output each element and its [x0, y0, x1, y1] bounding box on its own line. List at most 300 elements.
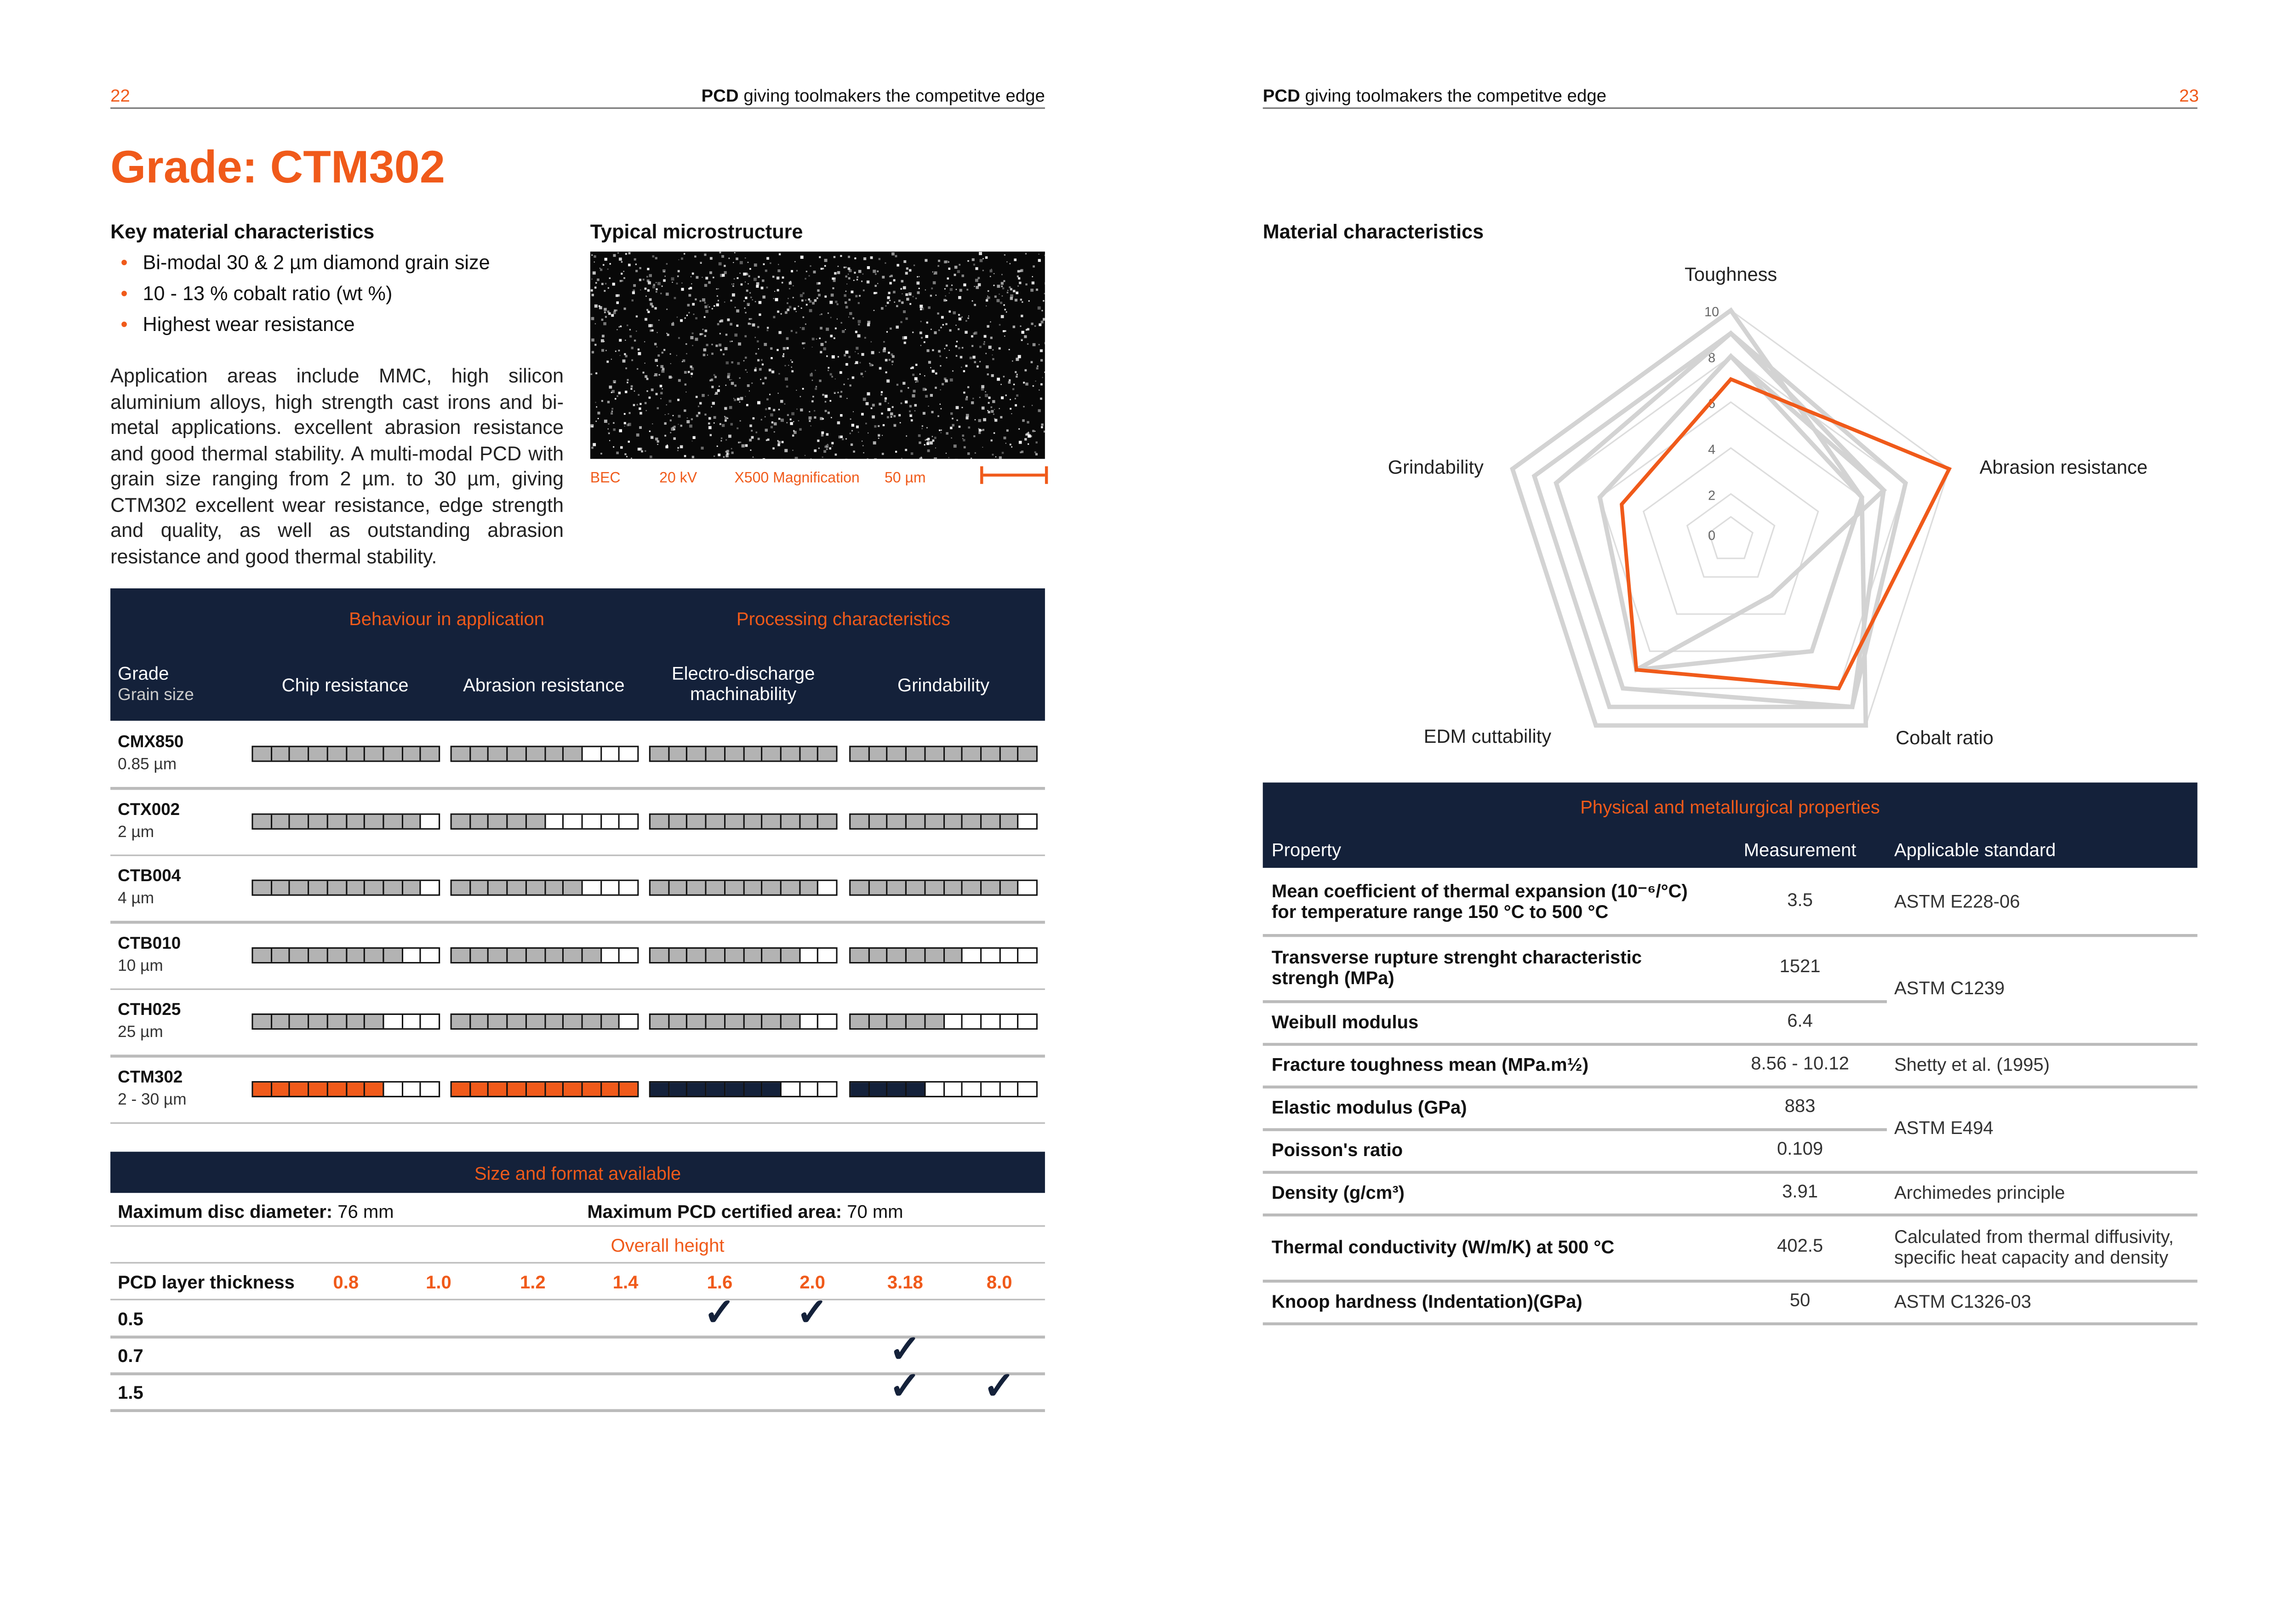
rating-cell-filled [470, 1015, 489, 1028]
radar-axis-label: Abrasion resistance [1979, 456, 2148, 478]
overall-height-label: Overall height [611, 1236, 725, 1256]
property-value: 3.5 [1787, 890, 1813, 911]
rating-cell-filled [725, 747, 744, 761]
rating-cell-filled [888, 1015, 907, 1028]
rating-cell-filled [851, 948, 869, 961]
rating-bar-grindability [849, 880, 1038, 896]
radar-axis-label: Toughness [1685, 263, 1777, 285]
rating-cell-filled [669, 948, 688, 961]
property-value: 402.5 [1777, 1236, 1823, 1256]
property-name: Mean coefficient of thermal expansion (10⁻⁶/°C) for temperature range 150 °C to 500 °C [1271, 881, 1688, 923]
rating-cell-filled [725, 1082, 744, 1095]
applicable-standard: Archimedes principle [1894, 1182, 2065, 1202]
rating-cell-filled [651, 948, 669, 961]
rating-cell-filled [384, 814, 403, 827]
rating-cell-empty [1000, 1015, 1019, 1028]
rating-cell-empty [944, 1015, 963, 1028]
rating-cell-filled [384, 948, 403, 961]
rating-cell-empty [583, 747, 601, 761]
col-grain-size: Grain size [118, 687, 194, 705]
grade-name: CTB010 [118, 934, 181, 952]
rating-cell-filled [347, 747, 366, 761]
rating-cell-filled [452, 1015, 471, 1028]
rating-cell-filled [489, 1015, 508, 1028]
rating-cell-filled [366, 881, 384, 894]
rating-cell-filled [1000, 747, 1019, 761]
rating-cell-filled [651, 881, 669, 894]
col-grindability: Grindability [897, 675, 990, 696]
rating-cell-empty [963, 1082, 982, 1095]
grain-size: 2 - 30 µm [118, 1090, 187, 1109]
rating-bar-abrasion-resistance [451, 746, 639, 762]
rating-cell-empty [583, 814, 601, 827]
rating-cell-filled [651, 1015, 669, 1028]
thickness-value: 0.5 [118, 1309, 143, 1330]
material-characteristics-heading: Material characteristics [1262, 221, 1484, 243]
rating-cell-filled [907, 747, 925, 761]
rating-cell-filled [526, 948, 545, 961]
rating-cell-filled [888, 747, 907, 761]
applicable-standard: ASTM C1239 [1894, 978, 2005, 999]
rating-cell-filled [291, 948, 309, 961]
rating-cell-filled [583, 1082, 601, 1095]
rating-cell-filled [347, 814, 366, 827]
col-edm: Electro-discharge machinability [671, 663, 815, 705]
radar-gridline [1644, 448, 1818, 614]
rating-cell-filled [452, 814, 471, 827]
header-tagline: giving toolmakers the competitve edge [1300, 85, 1607, 106]
rating-cell-filled [272, 747, 291, 761]
rating-cell-empty [925, 1082, 944, 1095]
rating-bar-abrasion-resistance [451, 880, 639, 896]
property-name: Poisson's ratio [1271, 1139, 1403, 1160]
rating-cell-filled [309, 747, 328, 761]
rating-cell-filled [925, 814, 944, 827]
rating-cell-filled [782, 814, 800, 827]
rating-cell-filled [944, 948, 963, 961]
rating-cell-filled [888, 1082, 907, 1095]
rating-cell-filled [291, 747, 309, 761]
caption-voltage: 20 kV [659, 471, 697, 487]
property-name: Elastic modulus (GPa) [1271, 1096, 1467, 1117]
rating-cell-filled [253, 1015, 272, 1028]
value: 76 mm [332, 1202, 394, 1223]
rating-bar-electro-discharge-machinability [649, 1014, 838, 1030]
rating-cell-filled [982, 747, 1000, 761]
rating-cell-filled [963, 881, 982, 894]
rating-cell-filled [800, 814, 819, 827]
row-divider [110, 988, 1045, 990]
rating-cell-empty [620, 948, 637, 961]
rating-cell-empty [601, 814, 620, 827]
rating-cell-filled [707, 881, 725, 894]
thickness-value: 0.7 [118, 1346, 143, 1367]
size-table-title: Size and format available [474, 1163, 681, 1184]
rating-cell-filled [707, 1015, 725, 1028]
check-icon: ✓ [703, 1290, 736, 1334]
property-name: Transverse rupture strenght characteristic strengh (MPa) [1271, 946, 1642, 988]
rating-cell-filled [725, 1015, 744, 1028]
check-icon: ✓ [796, 1290, 828, 1334]
rating-cell-filled [272, 814, 291, 827]
height-value: 8.0 [986, 1272, 1012, 1293]
col-standard: Applicable standard [1894, 840, 2056, 860]
rating-cell-filled [545, 948, 564, 961]
rating-cell-filled [925, 747, 944, 761]
rating-cell-filled [366, 948, 384, 961]
microstructure-image [590, 251, 1045, 459]
properties-title: Physical and metallurgical properties [1580, 797, 1880, 818]
rating-bar-abrasion-resistance [451, 1014, 639, 1030]
rating-cell-filled [526, 814, 545, 827]
rating-cell-filled [651, 747, 669, 761]
rating-cell-empty [982, 948, 1000, 961]
rating-cell-filled [744, 1015, 763, 1028]
rating-cell-filled [470, 1082, 489, 1095]
col-property: Property [1271, 840, 1342, 860]
rating-cell-filled [725, 881, 744, 894]
rating-cell-filled [601, 1015, 620, 1028]
row-divider [110, 921, 1045, 923]
row-divider [1263, 1322, 2198, 1325]
rating-cell-filled [888, 881, 907, 894]
property-name: Fracture toughness mean (MPa.m½) [1271, 1054, 1589, 1075]
rating-cell-filled [744, 814, 763, 827]
max-certified-area [587, 1202, 903, 1222]
rating-cell-filled [963, 814, 982, 827]
rating-cell-empty [403, 948, 422, 961]
rating-cell-filled [347, 881, 366, 894]
rating-bar-electro-discharge-machinability [649, 746, 838, 762]
height-value: 2.0 [800, 1272, 825, 1293]
radar-gridline [1709, 517, 1753, 558]
rating-cell-filled [782, 1015, 800, 1028]
radar-axis-label: EDM cuttability [1423, 725, 1552, 747]
property-name: Weibull modulus [1271, 1011, 1419, 1032]
rating-cell-filled [526, 881, 545, 894]
rating-cell-filled [907, 1082, 925, 1095]
label: Maximum PCD certified area: [587, 1202, 842, 1223]
rating-cell-filled [366, 747, 384, 761]
radar-series-ctb010 [1600, 356, 1862, 670]
size-table-header [110, 1152, 1045, 1193]
rating-cell-filled [470, 948, 489, 961]
rating-cell-filled [508, 1015, 527, 1028]
rating-cell-filled [651, 814, 669, 827]
rating-cell-empty [422, 948, 439, 961]
rating-cell-filled [403, 814, 422, 827]
rating-cell-empty [620, 814, 637, 827]
rating-cell-filled [508, 747, 527, 761]
rating-cell-filled [982, 881, 1000, 894]
rating-cell-filled [470, 747, 489, 761]
rating-cell-filled [869, 948, 888, 961]
divider [110, 1299, 1045, 1300]
rating-cell-filled [583, 948, 601, 961]
rating-cell-empty [564, 814, 583, 827]
rating-cell-filled [925, 1015, 944, 1028]
rating-cell-filled [669, 1015, 688, 1028]
rating-cell-empty [601, 747, 620, 761]
rating-cell-empty [800, 1082, 819, 1095]
rating-cell-filled [253, 814, 272, 827]
rating-cell-filled [422, 747, 439, 761]
running-header-right [1263, 85, 1606, 106]
rating-cell-filled [253, 1082, 272, 1095]
rating-cell-filled [309, 1015, 328, 1028]
property-value: 0.109 [1777, 1138, 1823, 1159]
rating-cell-empty [601, 881, 620, 894]
radar-tick-label: 8 [1708, 350, 1716, 365]
rating-cell-empty [1019, 1082, 1036, 1095]
rating-cell-filled [888, 948, 907, 961]
rating-cell-filled [800, 881, 819, 894]
rating-cell-filled [707, 1082, 725, 1095]
rating-cell-filled [601, 1082, 620, 1095]
rating-cell-filled [253, 881, 272, 894]
rating-bar-chip-resistance [251, 746, 440, 762]
rating-cell-filled [564, 1082, 583, 1095]
rating-cell-filled [744, 881, 763, 894]
rating-cell-filled [744, 948, 763, 961]
rating-cell-filled [309, 814, 328, 827]
rating-cell-empty [422, 1082, 439, 1095]
height-value: 0.8 [333, 1272, 359, 1293]
rating-cell-filled [366, 1082, 384, 1095]
rating-cell-empty [384, 1082, 403, 1095]
rating-cell-filled [309, 881, 328, 894]
radar-tick-label: 0 [1708, 528, 1716, 543]
rating-bar-abrasion-resistance [451, 813, 639, 829]
radar-chart [1263, 250, 2198, 765]
applicable-standard: ASTM E228-06 [1894, 890, 2020, 912]
rating-cell-filled [725, 948, 744, 961]
applicable-standard: ASTM C1326-03 [1894, 1291, 2032, 1311]
rating-bar-grindability [849, 1014, 1038, 1030]
rating-cell-filled [707, 948, 725, 961]
applicable-standard: ASTM E494 [1894, 1118, 1993, 1139]
height-value: 3.18 [887, 1272, 923, 1293]
rating-cell-filled [291, 1015, 309, 1028]
col-abrasion-resistance: Abrasion resistance [463, 675, 625, 696]
row-divider [110, 1122, 1045, 1124]
rating-cell-filled [982, 814, 1000, 827]
rating-cell-filled [403, 881, 422, 894]
microstructure-heading: Typical microstructure [590, 221, 803, 243]
rating-cell-filled [309, 1082, 328, 1095]
rating-bar-chip-resistance [251, 946, 440, 963]
rating-cell-filled [253, 747, 272, 761]
rating-bar-chip-resistance [251, 1080, 440, 1096]
property-value: 8.56 - 10.12 [1751, 1053, 1849, 1074]
rating-cell-filled [819, 747, 836, 761]
caption-scale: 50 µm [884, 471, 926, 487]
rating-cell-filled [1000, 814, 1019, 827]
rating-bar-electro-discharge-machinability [649, 1080, 838, 1096]
rating-cell-empty [782, 1082, 800, 1095]
rating-cell-filled [272, 948, 291, 961]
rating-cell-filled [489, 814, 508, 827]
rating-cell-filled [851, 881, 869, 894]
rating-cell-filled [583, 1015, 601, 1028]
rating-cell-filled [508, 881, 527, 894]
rating-cell-filled [384, 881, 403, 894]
property-name: Knoop hardness (Indentation)(GPa) [1271, 1291, 1582, 1311]
rating-cell-empty [1019, 1015, 1036, 1028]
radar-axis-label: Cobalt ratio [1896, 727, 1994, 749]
property-value: 883 [1784, 1096, 1816, 1117]
rating-cell-filled [869, 881, 888, 894]
rating-cell-filled [309, 948, 328, 961]
list-item: • 10 - 13 % cobalt ratio (wt %) [143, 278, 490, 309]
rating-cell-filled [669, 814, 688, 827]
grade-name: CTX002 [118, 801, 180, 819]
rating-cell-filled [707, 747, 725, 761]
rating-cell-filled [744, 1082, 763, 1095]
thickness-value: 1.5 [118, 1383, 143, 1403]
caption-magnification: X500 Magnification [734, 471, 860, 487]
property-value: 6.4 [1787, 1010, 1813, 1031]
rating-cell-filled [925, 881, 944, 894]
rating-cell-filled [851, 1015, 869, 1028]
rating-cell-empty [1019, 948, 1036, 961]
rating-cell-empty [403, 1015, 422, 1028]
rating-cell-filled [688, 1082, 707, 1095]
rating-bar-chip-resistance [251, 813, 440, 829]
rating-cell-empty [403, 1082, 422, 1095]
rating-cell-filled [508, 948, 527, 961]
rating-cell-empty [819, 1015, 836, 1028]
rating-cell-filled [688, 948, 707, 961]
row-divider [110, 1054, 1045, 1057]
rating-cell-filled [620, 1082, 637, 1095]
caption-mode: BEC [590, 471, 621, 487]
rating-cell-filled [869, 814, 888, 827]
rating-bar-abrasion-resistance [451, 946, 639, 963]
rating-cell-filled [819, 814, 836, 827]
properties-table-header [1263, 782, 2198, 868]
height-value: 1.4 [612, 1272, 639, 1293]
rating-cell-filled [688, 747, 707, 761]
rating-cell-filled [564, 1015, 583, 1028]
rating-cell-filled [869, 1015, 888, 1028]
rating-cell-filled [452, 948, 471, 961]
divider [110, 1262, 1045, 1264]
application-description: Application areas include MMC, high silicon aluminium alloys, high strength cast irons and bi-metal applications. excellent abrasion resistance and good thermal stability. A multi-modal PCD with grain size ranging from 2 µm. to 30 µm, giving CTM302 excellent wear resistance, edge strength and quality, as well as outstanding abrasion resistance and good thermal stability. [110, 365, 564, 567]
page-number-right: 23 [2179, 85, 2199, 106]
rating-cell-filled [328, 881, 347, 894]
rating-cell-filled [851, 814, 869, 827]
grain-size: 2 µm [118, 823, 154, 841]
rating-cell-filled [763, 881, 782, 894]
rating-cell-filled [925, 948, 944, 961]
rating-cell-filled [1019, 747, 1036, 761]
check-icon: ✓ [889, 1327, 921, 1371]
grade-name: CTB004 [118, 868, 181, 886]
rating-bar-electro-discharge-machinability [649, 813, 838, 829]
rating-cell-empty [583, 881, 601, 894]
rating-cell-filled [470, 814, 489, 827]
value: 70 mm [842, 1202, 903, 1223]
radar-tick-label: 2 [1708, 488, 1716, 503]
grain-size: 4 µm [118, 890, 154, 908]
group-behaviour: Behaviour in application [349, 609, 545, 630]
radar-tick-label: 6 [1708, 396, 1716, 411]
key-characteristics-heading: Key material characteristics [110, 221, 375, 243]
height-value: 1.0 [426, 1272, 451, 1293]
rating-cell-filled [253, 948, 272, 961]
rating-cell-filled [944, 881, 963, 894]
header-brand: PCD [1262, 85, 1300, 106]
rating-cell-filled [545, 1082, 564, 1095]
rating-cell-empty [963, 948, 982, 961]
label: Maximum disc diameter: [118, 1202, 333, 1223]
header-tagline: giving toolmakers the competitve edge [738, 85, 1045, 106]
rating-cell-empty [819, 948, 836, 961]
divider [110, 1225, 1045, 1227]
rating-cell-filled [869, 1082, 888, 1095]
rating-cell-filled [963, 747, 982, 761]
rating-cell-filled [291, 814, 309, 827]
rating-cell-filled [328, 1082, 347, 1095]
rating-cell-filled [763, 814, 782, 827]
radar-gridline [1513, 310, 1949, 725]
rating-cell-filled [782, 948, 800, 961]
grain-size: 25 µm [118, 1024, 163, 1042]
height-value: 1.6 [707, 1272, 733, 1293]
rating-cell-empty [819, 881, 836, 894]
rating-cell-filled [763, 1015, 782, 1028]
rating-cell-filled [907, 814, 925, 827]
list-item: • Highest wear resistance [143, 309, 490, 340]
rating-cell-empty [1019, 881, 1036, 894]
rating-cell-filled [688, 881, 707, 894]
property-name: Thermal conductivity (W/m/K) at 500 °C [1271, 1236, 1615, 1257]
rating-cell-filled [763, 1082, 782, 1095]
property-name: Density (g/cm³) [1271, 1182, 1405, 1202]
height-value: 1.2 [520, 1272, 546, 1293]
check-icon: ✓ [983, 1363, 1016, 1408]
rating-cell-filled [328, 1015, 347, 1028]
rating-cell-filled [651, 1082, 669, 1095]
group-processing: Processing characteristics [736, 609, 950, 630]
rating-cell-empty [982, 1082, 1000, 1095]
row-divider [110, 787, 1045, 789]
rating-cell-filled [366, 814, 384, 827]
rating-bar-grindability [849, 746, 1038, 762]
radar-series-ctm302 [1622, 379, 1949, 689]
rating-cell-empty [1019, 814, 1036, 827]
rating-cell-filled [907, 948, 925, 961]
rating-cell-filled [782, 747, 800, 761]
radar-series-cth025 [1600, 356, 1884, 670]
rating-cell-filled [489, 747, 508, 761]
grade-name: CTM302 [118, 1068, 183, 1087]
rating-cell-filled [782, 881, 800, 894]
rating-cell-filled [272, 881, 291, 894]
rating-cell-filled [366, 1015, 384, 1028]
rating-cell-empty [422, 881, 439, 894]
list-item: • Bi-modal 30 & 2 µm diamond grain size [143, 247, 490, 278]
rating-cell-filled [489, 948, 508, 961]
rating-cell-filled [452, 881, 471, 894]
radar-tick-label: 10 [1704, 305, 1719, 319]
rating-bar-grindability [849, 946, 1038, 963]
grade-table-header [110, 588, 1045, 721]
rating-cell-filled [851, 747, 869, 761]
rating-cell-filled [545, 881, 564, 894]
rating-cell-empty [1000, 948, 1019, 961]
